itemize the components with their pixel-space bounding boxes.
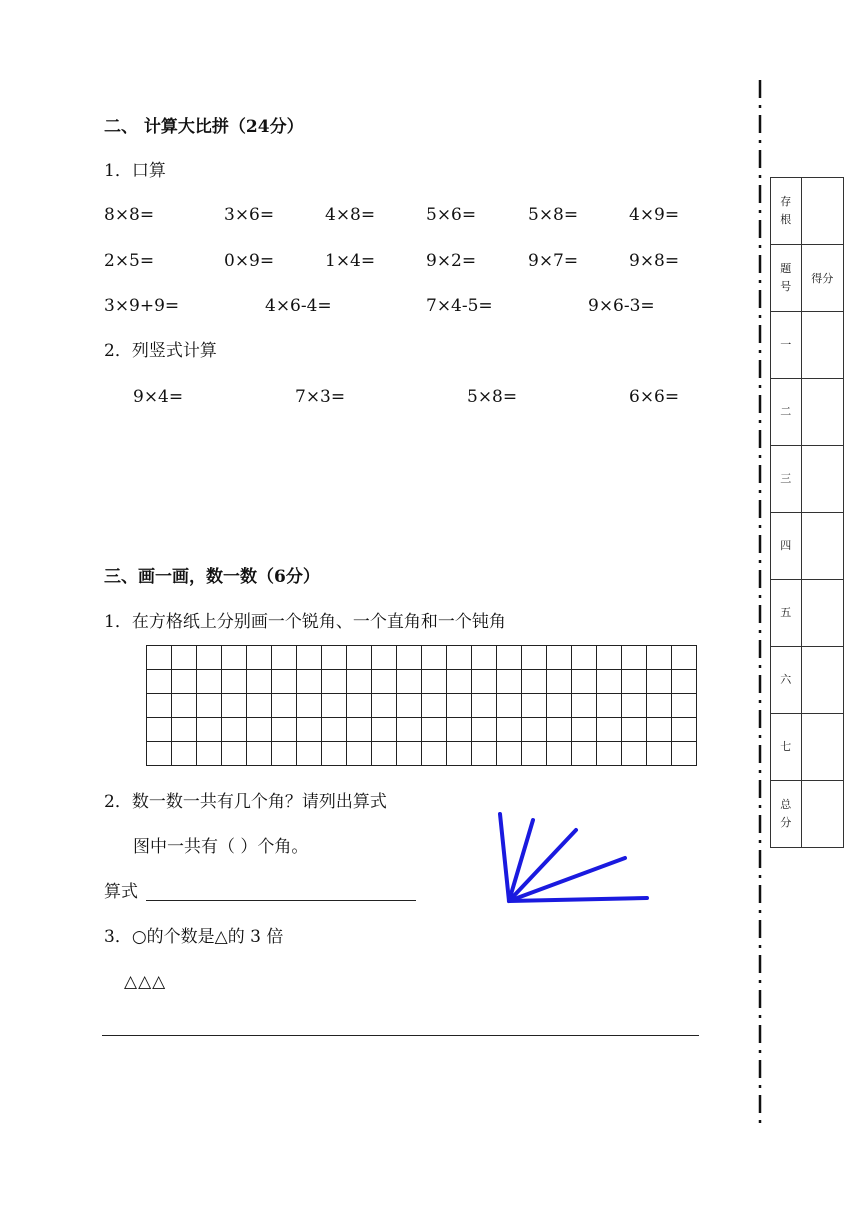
grid-cell[interactable]: [172, 670, 197, 694]
grid-cell[interactable]: [372, 694, 397, 718]
score-label-char: 七: [780, 740, 792, 753]
grid-cell[interactable]: [447, 742, 472, 766]
grid-cell[interactable]: [672, 694, 697, 718]
grid-cell[interactable]: [222, 670, 247, 694]
score-row: [771, 446, 844, 513]
grid-cell[interactable]: [247, 670, 272, 694]
oral-calc-item: 3×6=: [224, 205, 275, 225]
oral-calc-item: 4×8=: [325, 205, 376, 225]
grid-cell[interactable]: [572, 694, 597, 718]
grid-cell[interactable]: [247, 646, 272, 670]
grid-cell[interactable]: [397, 646, 422, 670]
grid-cell[interactable]: [222, 718, 247, 742]
section3-title: 三、画一画，数一数（6分）: [104, 567, 320, 587]
grid-cell[interactable]: [397, 670, 422, 694]
part1-label: 1．口算: [104, 161, 166, 181]
grid-cell[interactable]: [422, 646, 447, 670]
score-row: [771, 178, 844, 245]
score-label-char: 题: [780, 262, 792, 275]
grid-cell[interactable]: [472, 718, 497, 742]
grid-cell[interactable]: [397, 718, 422, 742]
score-row: [771, 379, 844, 446]
grid-cell[interactable]: [297, 646, 322, 670]
grid-cell[interactable]: [422, 718, 447, 742]
grid-cell[interactable]: [147, 694, 172, 718]
grid-cell[interactable]: [522, 694, 547, 718]
score-row-label: [771, 379, 802, 446]
grid-cell[interactable]: [272, 646, 297, 670]
grid-cell[interactable]: [622, 742, 647, 766]
grid-cell[interactable]: [322, 694, 347, 718]
score-label-char: 四: [780, 539, 792, 552]
grid-cell[interactable]: [197, 742, 222, 766]
score-label-char: 总: [780, 798, 792, 811]
grid-cell[interactable]: [347, 742, 372, 766]
grid-cell[interactable]: [197, 670, 222, 694]
score-label-char: 二: [780, 405, 792, 418]
angle-count-blank[interactable]: 图中一共有（ ）个角。: [133, 837, 309, 857]
grid-cell[interactable]: [672, 670, 697, 694]
score-value-cell[interactable]: [801, 781, 843, 848]
grid-cell[interactable]: [672, 646, 697, 670]
score-row: [771, 513, 844, 580]
score-row-label: [771, 580, 802, 647]
score-label-char: 存: [780, 195, 792, 208]
grid-cell[interactable]: [572, 646, 597, 670]
grid-cell[interactable]: [447, 670, 472, 694]
angle-ray: [509, 858, 625, 901]
grid-cell[interactable]: [447, 718, 472, 742]
score-value-cell[interactable]: [801, 446, 843, 513]
oral-calc-item: 7×4-5=: [426, 296, 493, 316]
grid-cell[interactable]: [147, 670, 172, 694]
score-label-char: 五: [780, 606, 792, 619]
grid-row: [147, 694, 697, 718]
score-row: [771, 781, 844, 848]
score-row-label: [771, 312, 802, 379]
grid-cell[interactable]: [372, 742, 397, 766]
grid-cell[interactable]: [472, 670, 497, 694]
score-label-char: 号: [780, 280, 792, 293]
score-label-char: 一: [780, 338, 792, 351]
grid-cell[interactable]: [597, 694, 622, 718]
grid-cell[interactable]: [497, 694, 522, 718]
grid-cell[interactable]: [347, 646, 372, 670]
grid-cell[interactable]: [622, 646, 647, 670]
grid-cell[interactable]: [147, 646, 172, 670]
score-row: [771, 245, 844, 312]
grid-cell[interactable]: [422, 670, 447, 694]
score-row: [771, 312, 844, 379]
oral-calc-item: 9×6-3=: [588, 296, 655, 316]
grid-cell[interactable]: [322, 646, 347, 670]
grid-cell[interactable]: [447, 646, 472, 670]
grid-cell[interactable]: [372, 718, 397, 742]
grid-cell[interactable]: [347, 718, 372, 742]
grid-cell[interactable]: [647, 742, 672, 766]
triangles: △△△: [124, 972, 167, 992]
formula-answer-line[interactable]: [146, 880, 416, 901]
grid-cell[interactable]: [622, 718, 647, 742]
grid-cell[interactable]: [222, 694, 247, 718]
grid-cell[interactable]: [547, 718, 572, 742]
score-row-label: [771, 781, 802, 848]
score-row: [771, 647, 844, 714]
grid-cell[interactable]: [422, 742, 447, 766]
grid-cell[interactable]: [247, 742, 272, 766]
grid-cell[interactable]: [497, 670, 522, 694]
score-row: [771, 580, 844, 647]
grid-cell[interactable]: [422, 694, 447, 718]
question-1: 1．在方格纸上分别画一个锐角、一个直角和一个钝角: [104, 612, 506, 632]
grid-cell[interactable]: [497, 646, 522, 670]
grid-cell[interactable]: [572, 718, 597, 742]
grid-cell[interactable]: [522, 718, 547, 742]
grid-cell[interactable]: [172, 646, 197, 670]
oral-calc-item: 2×5=: [104, 251, 155, 271]
oral-calc-item: 0×9=: [224, 251, 275, 271]
grid-cell[interactable]: [522, 646, 547, 670]
grid-cell[interactable]: [147, 742, 172, 766]
angle-figure: [495, 810, 655, 910]
grid-cell[interactable]: [297, 718, 322, 742]
score-value-cell[interactable]: [801, 312, 843, 379]
part2-label: 2．列竖式计算: [104, 341, 217, 361]
oral-calc-item: 9×2=: [426, 251, 477, 271]
grid-cell[interactable]: [447, 694, 472, 718]
grid-cell[interactable]: [397, 742, 422, 766]
score-value-cell[interactable]: [801, 647, 843, 714]
grid-cell[interactable]: [547, 742, 572, 766]
grid-cell[interactable]: [522, 742, 547, 766]
score-row-label: [771, 245, 802, 312]
vertical-calc-item: 9×4=: [133, 387, 184, 407]
angle-ray: [509, 898, 647, 901]
oral-calc-item: 1×4=: [325, 251, 376, 271]
binding-line: [756, 80, 764, 1125]
grid-cell[interactable]: [222, 646, 247, 670]
grid-cell[interactable]: [347, 694, 372, 718]
grid-cell[interactable]: [647, 694, 672, 718]
grid-cell[interactable]: [522, 670, 547, 694]
grid-cell[interactable]: [622, 670, 647, 694]
grid-cell[interactable]: [572, 742, 597, 766]
score-row-label: [771, 178, 802, 245]
grid-cell[interactable]: [497, 718, 522, 742]
score-row-label: [771, 714, 802, 781]
grid-cell[interactable]: [372, 670, 397, 694]
vertical-calc-item: 5×8=: [467, 387, 518, 407]
question-2: 2．数一数一共有几个角？请列出算式: [104, 792, 387, 812]
grid-row: [147, 646, 697, 670]
score-label-char: 六: [780, 673, 792, 686]
grid-cell[interactable]: [672, 742, 697, 766]
grid-cell[interactable]: [547, 670, 572, 694]
score-table: [770, 177, 844, 848]
question-3: 3．○的个数是△的 3 倍: [104, 927, 284, 947]
vertical-calc-item: 7×3=: [295, 387, 346, 407]
score-value-cell[interactable]: [801, 580, 843, 647]
score-label-char: 三: [780, 472, 792, 485]
grid-cell[interactable]: [322, 742, 347, 766]
grid-cell[interactable]: [297, 694, 322, 718]
grid-cell[interactable]: [622, 694, 647, 718]
angle-ray: [500, 814, 509, 901]
grid-cell[interactable]: [147, 718, 172, 742]
grid-cell[interactable]: [472, 742, 497, 766]
grid-cell[interactable]: [597, 670, 622, 694]
grid-paper[interactable]: [146, 645, 697, 766]
oral-calc-item: 9×8=: [629, 251, 680, 271]
grid-cell[interactable]: [297, 742, 322, 766]
grid-cell[interactable]: [197, 718, 222, 742]
grid-cell[interactable]: [272, 670, 297, 694]
grid-cell[interactable]: [172, 694, 197, 718]
grid-cell[interactable]: [597, 718, 622, 742]
oral-calc-item: 8×8=: [104, 205, 155, 225]
grid-cell[interactable]: [272, 742, 297, 766]
grid-cell[interactable]: [272, 718, 297, 742]
answer-line[interactable]: [102, 1034, 699, 1036]
grid-cell[interactable]: [547, 694, 572, 718]
grid-cell[interactable]: [672, 718, 697, 742]
score-label-char: 根: [780, 213, 792, 226]
grid-cell[interactable]: [297, 670, 322, 694]
score-value-cell[interactable]: 得分: [801, 245, 843, 312]
score-row-label: [771, 513, 802, 580]
grid-cell[interactable]: [322, 718, 347, 742]
score-value-cell[interactable]: [801, 714, 843, 781]
angle-rays: [500, 814, 647, 901]
vertical-calc-item: 6×6=: [629, 387, 680, 407]
grid-cell[interactable]: [597, 742, 622, 766]
score-label-char: 分: [780, 816, 792, 829]
grid-cell[interactable]: [597, 646, 622, 670]
grid-cell[interactable]: [322, 670, 347, 694]
score-value-cell[interactable]: [801, 513, 843, 580]
grid-cell[interactable]: [222, 742, 247, 766]
grid-cell[interactable]: [397, 694, 422, 718]
score-row: [771, 714, 844, 781]
oral-calc-item: 3×9+9=: [104, 296, 180, 316]
grid-cell[interactable]: [647, 718, 672, 742]
oral-calc-item: 5×8=: [528, 205, 579, 225]
oral-calc-item: 5×6=: [426, 205, 477, 225]
grid-cell[interactable]: [172, 742, 197, 766]
grid-cell[interactable]: [547, 646, 572, 670]
score-value-cell[interactable]: [801, 379, 843, 446]
section2-title: 二、 计算大比拼（24分）: [104, 117, 304, 137]
grid-cell[interactable]: [272, 694, 297, 718]
grid-cell[interactable]: [647, 646, 672, 670]
grid-row: [147, 718, 697, 742]
grid-cell[interactable]: [172, 718, 197, 742]
grid-cell[interactable]: [197, 694, 222, 718]
formula-label: 算式: [104, 882, 138, 902]
grid-cell[interactable]: [472, 646, 497, 670]
score-row-label: [771, 647, 802, 714]
grid-cell[interactable]: [497, 742, 522, 766]
grid-cell[interactable]: [372, 646, 397, 670]
oral-calc-item: 4×9=: [629, 205, 680, 225]
grid-row: [147, 742, 697, 766]
oral-calc-item: 9×7=: [528, 251, 579, 271]
grid-cell[interactable]: [472, 694, 497, 718]
grid-cell[interactable]: [197, 646, 222, 670]
score-value-cell[interactable]: [801, 178, 843, 245]
grid-cell[interactable]: [247, 694, 272, 718]
grid-cell[interactable]: [572, 670, 597, 694]
grid-cell[interactable]: [247, 718, 272, 742]
score-row-label: [771, 446, 802, 513]
grid-cell[interactable]: [347, 670, 372, 694]
grid-row: [147, 670, 697, 694]
grid-cell[interactable]: [647, 670, 672, 694]
oral-calc-item: 4×6-4=: [265, 296, 332, 316]
